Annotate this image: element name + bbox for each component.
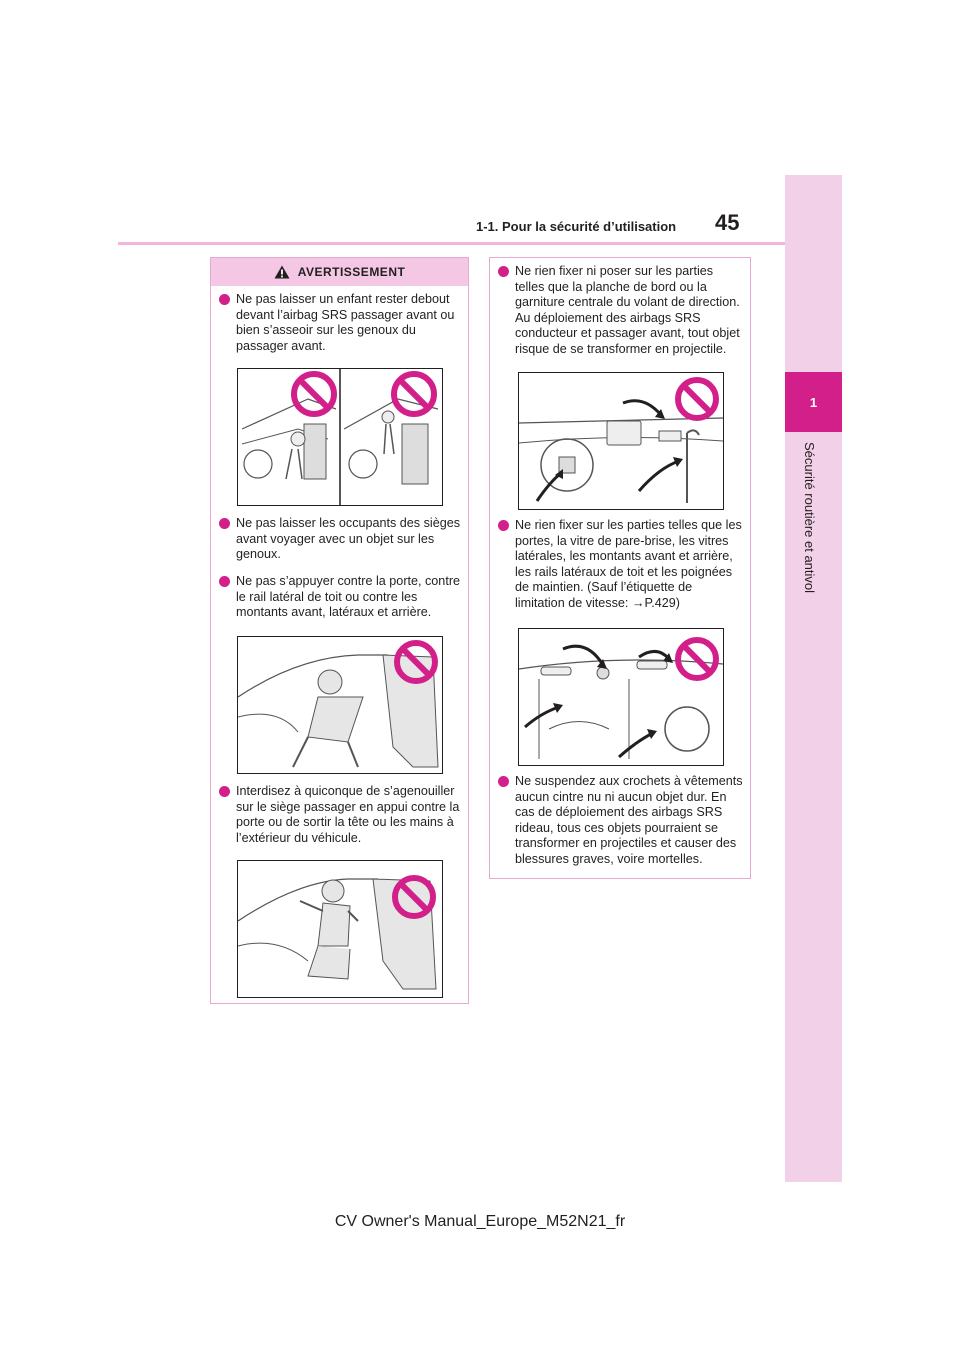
section-title: 1-1. Pour la sécurité d’utilisation bbox=[476, 219, 677, 234]
chapter-number: 1 bbox=[809, 394, 818, 410]
bullet-dot bbox=[498, 266, 509, 277]
warning-triangle-icon bbox=[274, 265, 290, 279]
bullet-item: Ne suspendez aux crochets à vêtements aucun cintre nu ni aucun objet dur. En cas de déploiement des airbags SRS rideau, tous ces objets pourraient se transformer en projectiles et causer des blessures graves, voire mortelles. bbox=[498, 774, 744, 868]
header-rule bbox=[118, 242, 785, 245]
illustration-door-pillar-objects bbox=[518, 628, 724, 766]
bullet-item: Ne pas laisser un enfant rester debout devant l’airbag SRS passager avant ou bien s’asseoir sur les genoux du passager avant. bbox=[219, 292, 464, 354]
bullet-dot bbox=[219, 518, 230, 529]
page-number: 45 bbox=[715, 210, 740, 235]
illustration-kneeling-seat bbox=[237, 860, 443, 998]
bullet-dot bbox=[498, 776, 509, 787]
prohibition-icon bbox=[678, 640, 716, 678]
side-band bbox=[785, 175, 842, 1182]
warning-header bbox=[211, 258, 468, 286]
bullet-dot bbox=[219, 786, 230, 797]
illustration-child-airbag bbox=[237, 368, 443, 506]
chapter-title: Sécurité routière et antivol bbox=[802, 442, 817, 594]
bullet-item: Ne pas laisser les occupants des sièges avant voyager avec un objet sur les genoux. bbox=[219, 516, 464, 563]
warning-box-left bbox=[210, 257, 469, 1004]
bullet-dot bbox=[219, 576, 230, 587]
illustration-dashboard-objects bbox=[518, 372, 724, 510]
prohibition-icon bbox=[678, 380, 716, 418]
bullet-item: Ne pas s’appuyer contre la porte, contre le rail latéral de toit ou contre les montants avant, latéraux et arrière. bbox=[219, 574, 464, 621]
prohibition-icon bbox=[294, 374, 334, 414]
bullet-dot bbox=[219, 294, 230, 305]
warning-box-right bbox=[489, 257, 751, 879]
bullet-dot bbox=[498, 520, 509, 531]
prohibition-icon bbox=[394, 374, 434, 414]
warning-title: AVERTISSEMENT bbox=[297, 265, 406, 279]
illustration-leaning-door bbox=[237, 636, 443, 774]
bullet-item: Interdisez à quiconque de s’agenouiller sur le siège passager en appui contre la porte ou de sortir la tête ou les mains à l’extérieur du véhicule. bbox=[219, 784, 464, 846]
bullet-item: Ne rien fixer sur les parties telles que les portes, la vitre de pare-brise, les vitres latérales, les montants avant et arrière, les rails latéraux de toit et les poignées de maintien. (Sauf l’étiquette de limitation de vitesse: →P.429) bbox=[498, 518, 744, 612]
bullet-item: Ne rien fixer ni poser sur les parties telles que la planche de bord ou la garniture centrale du volant de direction. Au déploiement des airbags SRS conducteur et passager avant, tout objet risque de se transformer en projectile. bbox=[498, 264, 744, 358]
footer-doc-id: CV Owner's Manual_Europe_M52N21_fr bbox=[334, 1213, 626, 1230]
